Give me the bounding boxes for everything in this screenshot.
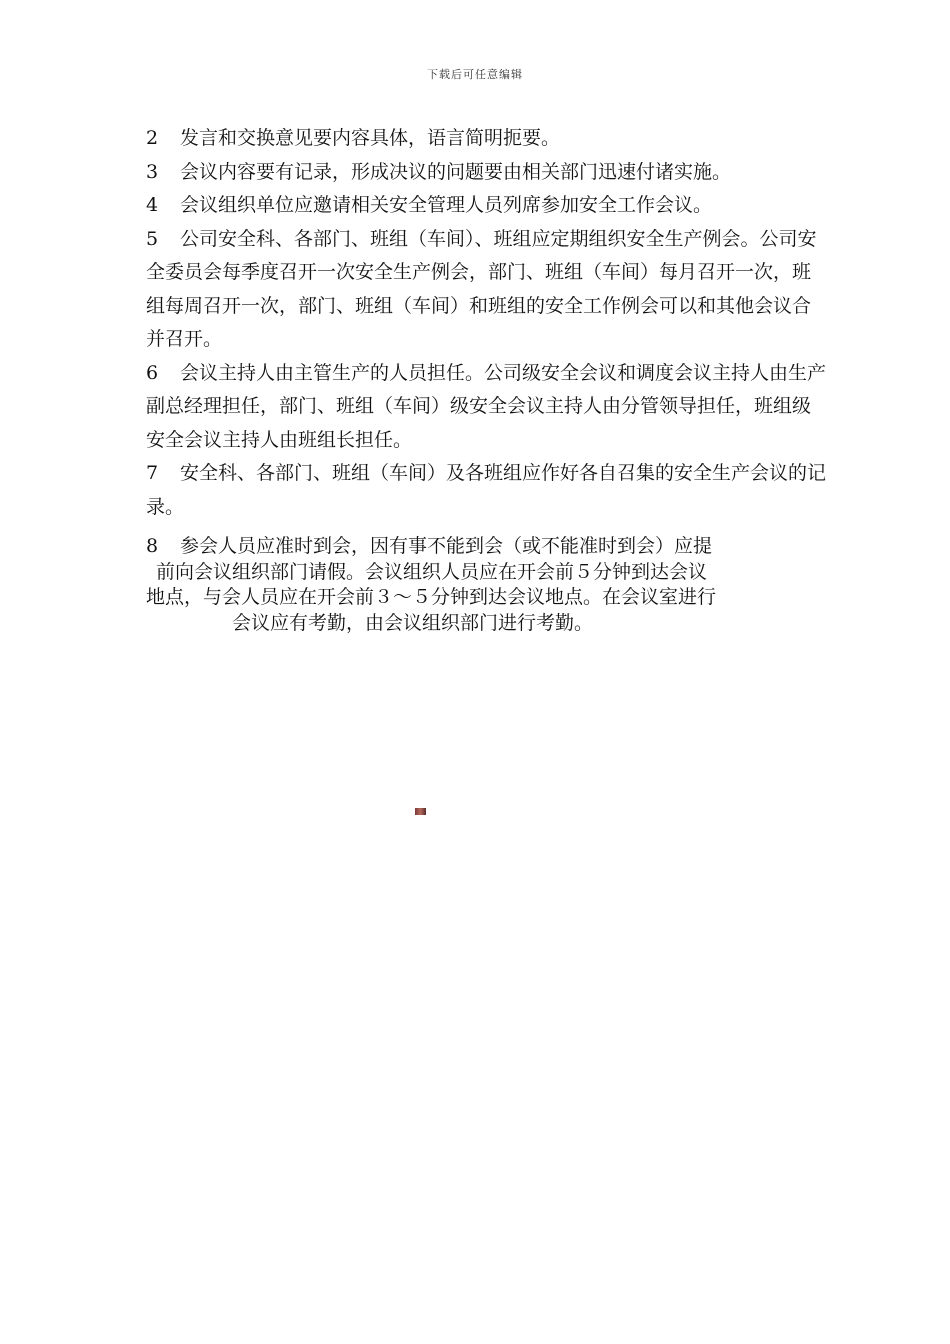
paragraph-number: 7	[146, 462, 159, 484]
paragraph-number: 6	[146, 361, 159, 384]
paragraph-6	[146, 357, 826, 458]
document-body	[146, 122, 826, 636]
paragraph-number: 5	[146, 227, 159, 250]
paragraph-number: 8	[146, 535, 159, 557]
paragraph-text: 会议内容要有记录，形成决议的问题要由相关部门迅速付诸实施。	[180, 160, 732, 183]
small-image-icon	[415, 808, 426, 815]
paragraph-8-line-4: 会议应有考勤，由会议组织部门进行考勤。	[232, 611, 594, 634]
paragraph-number: 2	[146, 127, 159, 149]
paragraph-3	[146, 156, 826, 190]
paragraph-2	[146, 122, 826, 156]
paragraph-7	[146, 457, 826, 524]
page-header: 下载后可任意编辑	[427, 68, 523, 81]
paragraph-5	[146, 223, 826, 357]
paragraph-8-line-3: 地点，与会人员应在开会前３～５分钟到达会议地点。在会议室进行	[146, 586, 717, 608]
paragraph-8	[146, 534, 826, 636]
paragraph-text: 公司安全科、各部门、班组（车间）、班组应定期组织安全生产例会。公司安全委员会每季度召开一次安全生产例会，部门、班组（车间）每月召开一次，班组每周召开一次，部门、班组（车间）和班组的安全工作例会可以和其他会议合并召开。	[146, 227, 817, 350]
paragraph-text: 发言和交换意见要内容具体，语言简明扼要。	[180, 127, 561, 149]
paragraph-number: 3	[146, 160, 159, 183]
paragraph-8-line-1	[146, 534, 826, 560]
paragraph-text: 安全科、各部门、班组（车间）及各班组应作好各自召集的安全生产会议的记录。	[146, 462, 827, 518]
paragraph-4	[146, 189, 826, 223]
paragraph-text: 参会人员应准时到会，因有事不能到会（或不能准时到会）应提	[180, 535, 713, 557]
paragraph-text: 会议主持人由主管生产的人员担任。公司级安全会议和调度会议主持人由生产副总经理担任，部门、班组（车间）级安全会议主持人由分管领导担任，班组级安全会议主持人由班组长担任。	[146, 361, 827, 451]
paragraph-number: 4	[146, 194, 159, 216]
paragraph-text: 会议组织单位应邀请相关安全管理人员列席参加安全工作会议。	[180, 194, 713, 216]
paragraph-8-line-2: 前向会议组织部门请假。会议组织人员应在开会前５分钟到达会议	[156, 560, 708, 583]
